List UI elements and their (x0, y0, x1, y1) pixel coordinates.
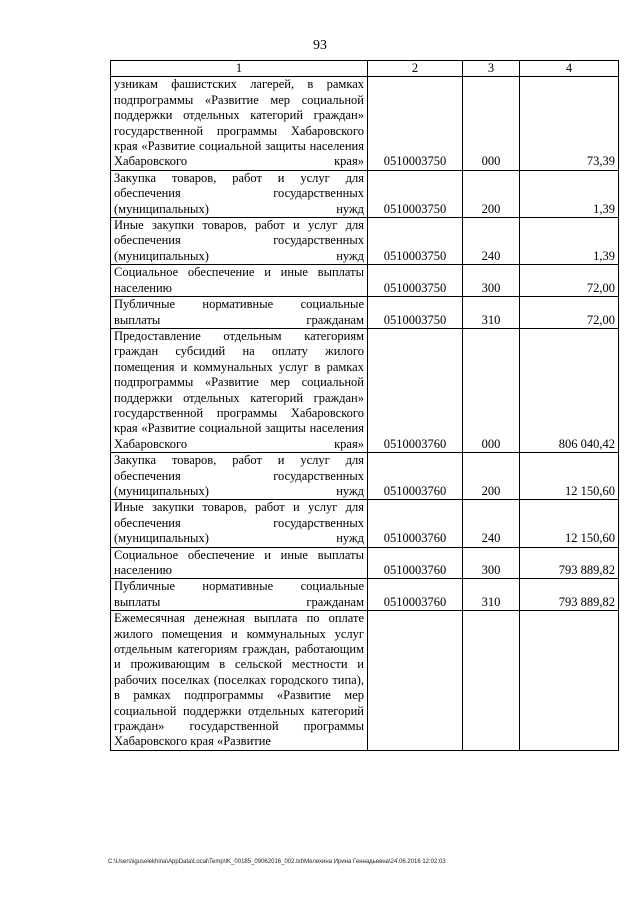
row-description: Социальное обеспечение и иные выплаты населению (111, 265, 368, 297)
row-target-code: 0510003760 (368, 500, 463, 547)
row-amount: 1,39 (520, 170, 619, 217)
row-description: Закупка товаров, работ и услуг для обеспечения государственных (муниципальных) нужд (111, 453, 368, 500)
row-description: Предоставление отдельным категориям граждан субсидий на оплату жилого помещения и коммунальных услуг в рамках подпрограммы «Развитие мер социальной поддержки отдельных категорий граждан» государственной программы Хабаровского края «Развитие социальной защиты населения Хабаровского края» (111, 328, 368, 452)
row-amount: 72,00 (520, 265, 619, 297)
row-target-code: 0510003760 (368, 579, 463, 611)
table-row (111, 328, 619, 452)
row-amount (520, 611, 619, 751)
table-row (111, 500, 619, 547)
row-description: Закупка товаров, работ и услуг для обеспечения государственных (муниципальных) нужд (111, 170, 368, 217)
row-description: узникам фашистских лагерей, в рамках подпрограммы «Развитие мер социальной поддержки отдельных категорий граждан» государственной программы Хабаровского края «Развитие социальной защиты населения Хабаровского края» (111, 77, 368, 170)
column-header-2: 2 (368, 61, 463, 77)
row-amount: 73,39 (520, 77, 619, 170)
table-body (111, 77, 619, 750)
row-amount: 12 150,60 (520, 500, 619, 547)
table-row (111, 579, 619, 611)
row-amount: 793 889,82 (520, 579, 619, 611)
row-description: Публичные нормативные социальные выплаты гражданам (111, 579, 368, 611)
row-target-code: 0510003760 (368, 328, 463, 452)
row-amount: 72,00 (520, 297, 619, 329)
row-target-code: 0510003750 (368, 77, 463, 170)
table-row (111, 218, 619, 265)
row-description: Ежемесячная денежная выплата по оплате жилого помещения и коммунальных услуг отдельным категориям граждан, работающим и проживающим в сельской местности и рабочих поселках (поселках городского типа), в рамках подпрограммы «Развитие мер социальной поддержки отдельных категорий граждан» государственной программы Хабаровского края «Развитие (111, 611, 368, 751)
table-row (111, 265, 619, 297)
table-row (111, 297, 619, 329)
row-amount: 793 889,82 (520, 547, 619, 579)
row-expense-type: 310 (463, 297, 520, 329)
row-expense-type: 310 (463, 579, 520, 611)
row-amount: 12 150,60 (520, 453, 619, 500)
column-header-3: 3 (463, 61, 520, 77)
row-target-code: 0510003750 (368, 297, 463, 329)
row-expense-type: 240 (463, 218, 520, 265)
row-description: Иные закупки товаров, работ и услуг для обеспечения государственных (муниципальных) нужд (111, 500, 368, 547)
row-description: Публичные нормативные социальные выплаты гражданам (111, 297, 368, 329)
row-expense-type: 300 (463, 547, 520, 579)
row-target-code: 0510003760 (368, 453, 463, 500)
row-target-code: 0510003760 (368, 547, 463, 579)
row-expense-type: 240 (463, 500, 520, 547)
row-expense-type (463, 611, 520, 751)
row-target-code: 0510003750 (368, 265, 463, 297)
row-target-code (368, 611, 463, 751)
column-header-1: 1 (111, 61, 368, 77)
table-row (111, 77, 619, 170)
table-row (111, 453, 619, 500)
page-number: 93 (313, 38, 327, 53)
file-path-footer: C:\Users\iguselekhina\AppData\Local\Temp\IK_00185_09062016_002.txt\Мелехина Ирина Геннадьевна\24.06.2016 12:02:03 (108, 859, 446, 865)
table-row (111, 611, 619, 751)
row-description: Социальное обеспечение и иные выплаты населению (111, 547, 368, 579)
row-expense-type: 000 (463, 328, 520, 452)
column-header-4: 4 (520, 61, 619, 77)
row-amount: 806 040,42 (520, 328, 619, 452)
row-target-code: 0510003750 (368, 170, 463, 217)
row-expense-type: 200 (463, 170, 520, 217)
table-row (111, 547, 619, 579)
row-description: Иные закупки товаров, работ и услуг для обеспечения государственных (муниципальных) нужд (111, 218, 368, 265)
row-expense-type: 000 (463, 77, 520, 170)
table-row (111, 170, 619, 217)
row-expense-type: 300 (463, 265, 520, 297)
table-header-row (111, 61, 619, 77)
row-expense-type: 200 (463, 453, 520, 500)
row-target-code: 0510003750 (368, 218, 463, 265)
row-amount: 1,39 (520, 218, 619, 265)
budget-table (110, 60, 619, 751)
